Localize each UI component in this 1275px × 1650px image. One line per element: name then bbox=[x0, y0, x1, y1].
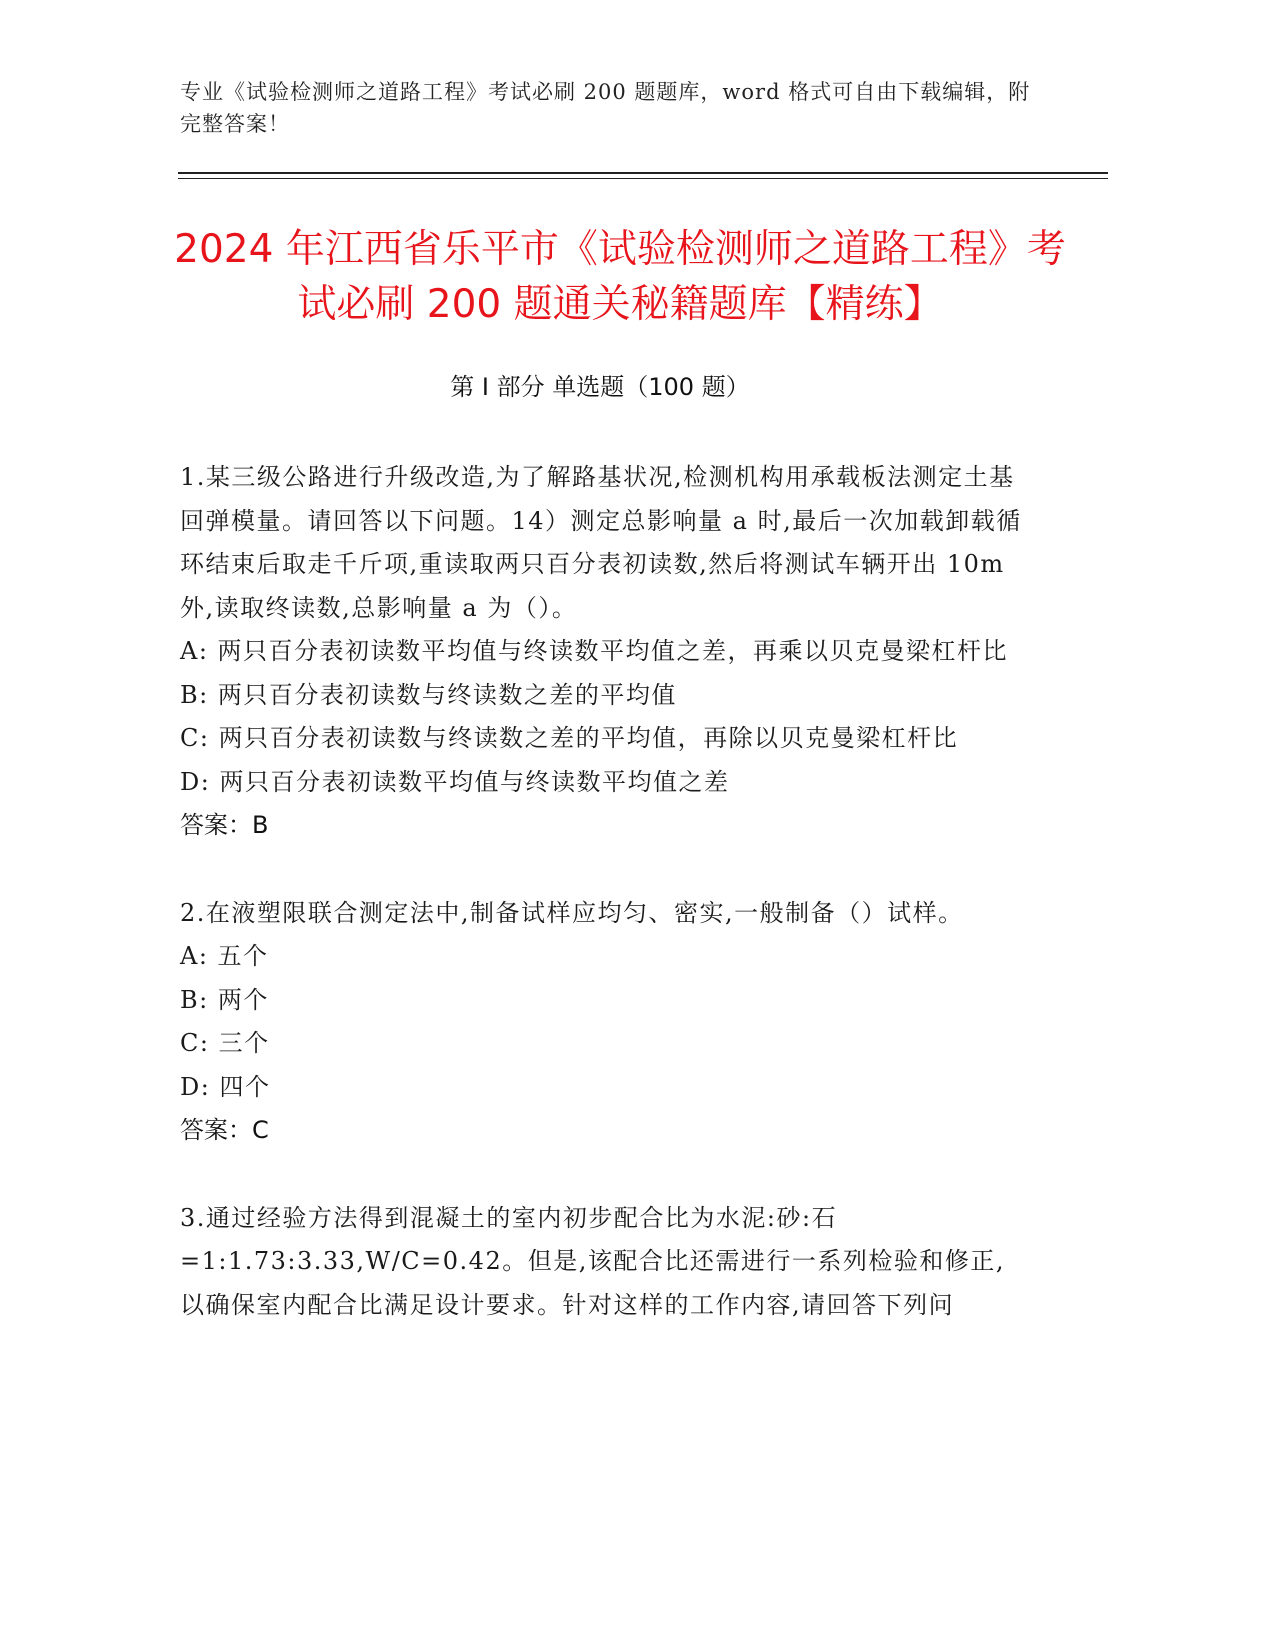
option-a: A: 五个 bbox=[180, 942, 269, 970]
question-2 bbox=[180, 892, 1030, 1153]
option-c: C: 三个 bbox=[180, 1029, 270, 1057]
question-spacer bbox=[180, 848, 1030, 892]
option-a: A: 两只百分表初读数平均值与终读数平均值之差，再乘以贝克曼梁杠杆比 bbox=[180, 637, 1009, 665]
question-spacer bbox=[180, 1153, 1030, 1197]
answer: 答案：B bbox=[180, 811, 269, 839]
question-list bbox=[180, 456, 1030, 1327]
question-stem: 2.在液塑限联合测定法中,制备试样应均匀、密实,一般制备（）试样。 bbox=[180, 898, 964, 927]
option-b: B: 两个 bbox=[180, 985, 269, 1014]
option-d: D: 四个 bbox=[180, 1072, 271, 1101]
option-b: B: 两只百分表初读数与终读数之差的平均值 bbox=[180, 680, 677, 709]
question-1 bbox=[180, 456, 1030, 848]
option-c: C: 两只百分表初读数与终读数之差的平均值，再除以贝克曼梁杠杆比 bbox=[180, 724, 959, 752]
document-title: 2024 年江西省乐平市《试验检测师之道路工程》考试必刷 200 题通关秘籍题库【精练】 bbox=[174, 227, 1066, 327]
header-note: 专业《试验检测师之道路工程》考试必刷 200 题题库，word 格式可自由下载编辑，附完整答案！ bbox=[180, 80, 1031, 136]
option-d: D: 两只百分表初读数平均值与终读数平均值之差 bbox=[180, 767, 730, 796]
header-rule-thin bbox=[178, 178, 1108, 179]
question-3 bbox=[180, 1197, 1030, 1328]
section-heading: 第 I 部分 单选题（100 题） bbox=[450, 373, 750, 401]
question-stem: 1.某三级公路进行升级改造,为了解路基状况,检测机构用承载板法测定土基回弹模量。请回答以下问题。14）测定总影响量 a 时,最后一次加载卸载循环结束后取走千斤项,重读取两只百分表初读数,然后将测试车辆开出 10m 外,读取终读数,总影响量 a 为（）。 bbox=[180, 463, 1022, 622]
answer: 答案：C bbox=[180, 1116, 269, 1144]
question-stem: 3.通过经验方法得到混凝土的室内初步配合比为水泥:砂:石=1:1.73:3.33,W/C=0.42。但是,该配合比还需进行一系列检验和修正,以确保室内配合比满足设计要求。针对这样的工作内容,请回答下列问 bbox=[180, 1203, 1005, 1319]
header-rule-thick bbox=[178, 172, 1108, 174]
